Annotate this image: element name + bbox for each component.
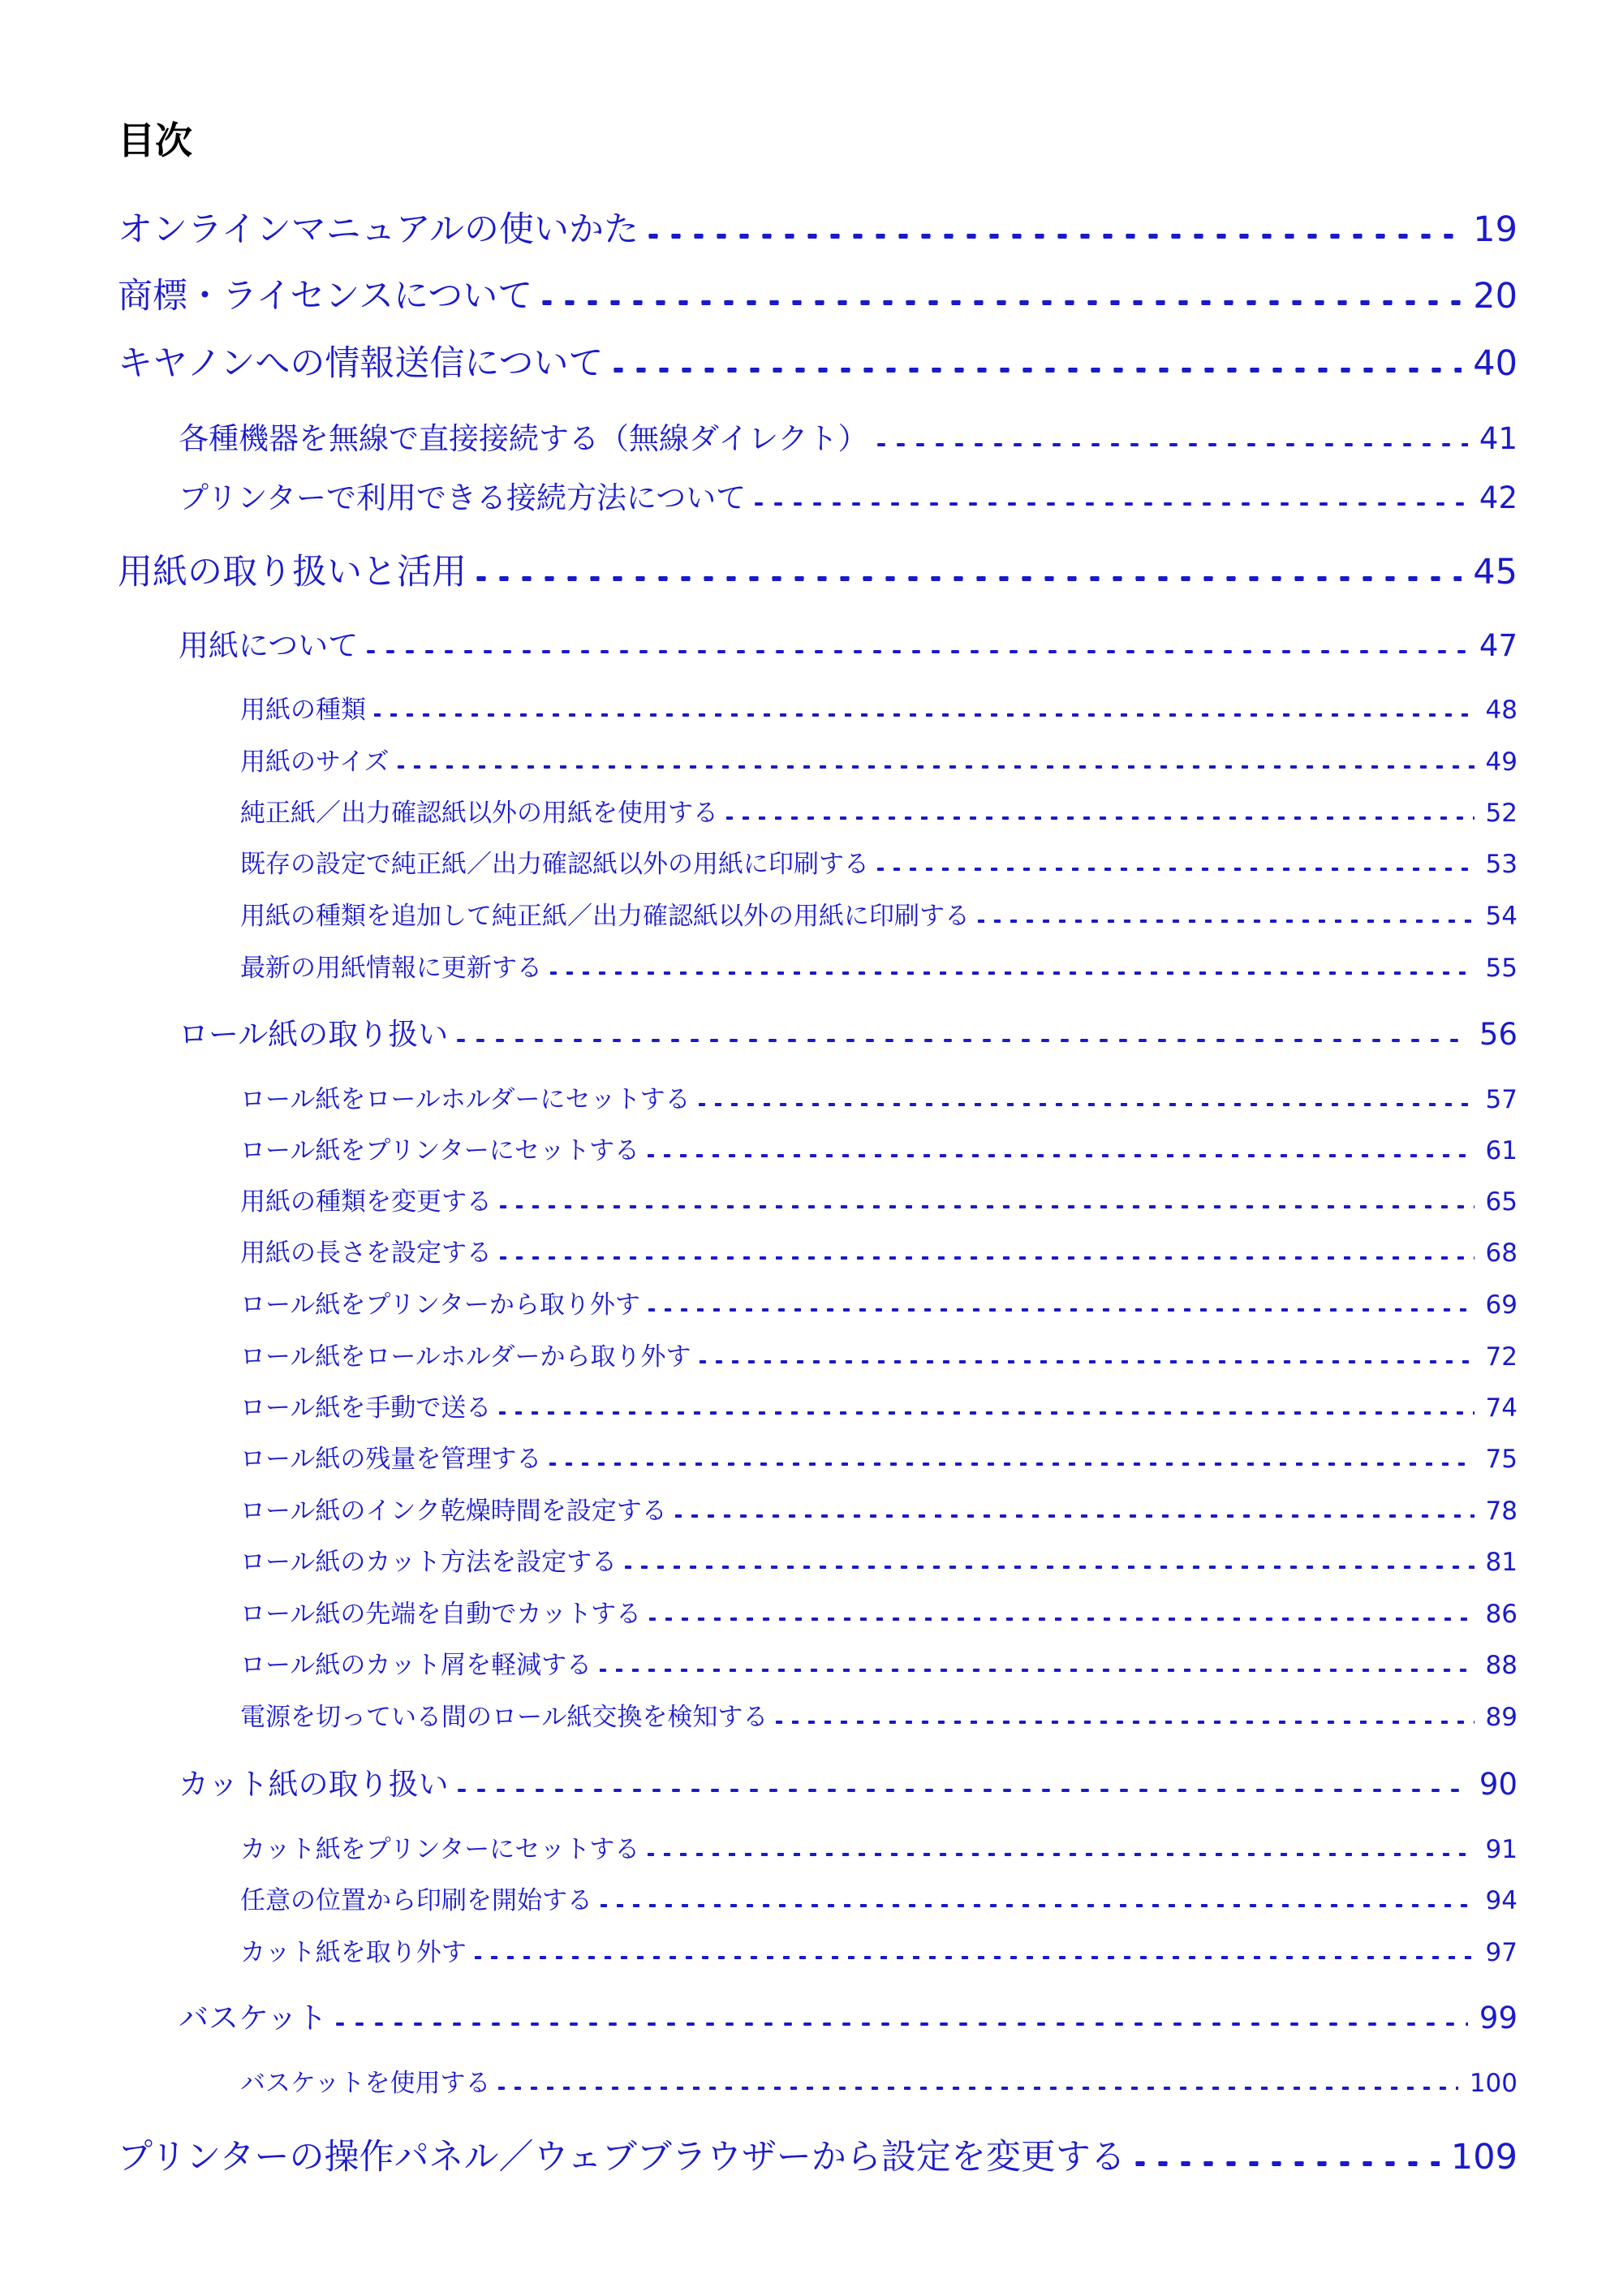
toc-entry-page-number: 72: [1485, 1342, 1518, 1372]
toc-entry-title: プリンターの操作パネル／ウェブブラウザーから設定を変更する: [118, 2137, 1126, 2178]
toc-entry-title: バスケット: [179, 2001, 328, 2035]
toc-entry-title: プリンターで利用できる接続方法について: [179, 480, 747, 515]
toc-entry-page-number: 20: [1473, 276, 1518, 317]
toc-entry[interactable]: [118, 336, 1518, 384]
toc-entry-page-number: 74: [1485, 1394, 1518, 1423]
dot-leader: [470, 1936, 1474, 1961]
toc-entry[interactable]: [240, 1829, 1518, 1864]
dot-leader: [545, 1442, 1474, 1467]
toc-entry[interactable]: [118, 545, 1518, 590]
toc-entry[interactable]: [240, 1932, 1518, 1967]
toc-entry[interactable]: [240, 2062, 1518, 2098]
toc-entry-page-number: 52: [1485, 799, 1518, 828]
dot-leader: [451, 1014, 1468, 1045]
toc-entry[interactable]: [240, 1644, 1518, 1680]
dot-leader: [470, 549, 1462, 584]
toc-entry[interactable]: [179, 1760, 1518, 1802]
toc-entry-title: ロール紙をロールホルダーにセットする: [240, 1085, 691, 1114]
toc-entry-title: ロール紙をプリンターにセットする: [240, 1136, 639, 1165]
toc-entry-title: 用紙の取り扱いと活用: [118, 552, 467, 592]
toc-entry[interactable]: [240, 1490, 1518, 1526]
dot-leader: [771, 1700, 1474, 1725]
toc-entry[interactable]: [179, 621, 1518, 663]
toc-entry[interactable]: [240, 1181, 1518, 1217]
toc-entry[interactable]: [240, 1232, 1518, 1268]
toc-entry[interactable]: [118, 202, 1518, 248]
toc-entry-page-number: 109: [1450, 2137, 1518, 2178]
toc-entry-page-number: 86: [1485, 1600, 1518, 1629]
toc-entry-title: 用紙の種類を追加して純正紙／出力確認紙以外の用紙に印刷する: [240, 902, 970, 931]
toc-entry[interactable]: [240, 843, 1518, 879]
dot-leader: [545, 951, 1474, 976]
toc-entry-page-number: 45: [1473, 552, 1518, 592]
toc-entry-title: 商標・ライセンスについて: [118, 276, 533, 317]
toc-entry-title: 用紙の長さを設定する: [240, 1238, 492, 1268]
dot-leader: [1129, 2134, 1440, 2169]
toc-entry-title: ロール紙をプリンターから取り外す: [240, 1290, 640, 1320]
toc-entry-page-number: 90: [1479, 1767, 1518, 1802]
toc-entry-page-number: 97: [1485, 1938, 1518, 1967]
dot-leader: [361, 626, 1468, 656]
toc-entry[interactable]: [118, 2130, 1518, 2178]
dot-leader: [643, 1134, 1474, 1159]
toc-entry[interactable]: [179, 1010, 1518, 1052]
toc-entry-page-number: 41: [1479, 421, 1518, 456]
toc-entry-page-number: 61: [1485, 1136, 1518, 1165]
toc-entry[interactable]: [240, 1284, 1518, 1320]
toc-heading: 目次: [118, 118, 192, 162]
toc-entry[interactable]: [240, 1336, 1518, 1372]
toc-entry-title: カット紙を取り外す: [240, 1938, 467, 1967]
toc-entry-title: 純正紙／出力確認紙以外の用紙を使用する: [240, 799, 718, 828]
dot-leader: [694, 1083, 1474, 1108]
toc-entry-page-number: 65: [1485, 1187, 1518, 1217]
toc-entry[interactable]: [240, 689, 1518, 725]
toc-entry-page-number: 53: [1485, 850, 1518, 879]
toc-entry-page-number: 99: [1479, 2001, 1518, 2035]
toc-entry-page-number: 47: [1479, 628, 1518, 663]
toc-entry-page-number: 94: [1485, 1886, 1518, 1915]
dot-leader: [872, 419, 1468, 449]
toc-entry-title: バスケットを使用する: [240, 2069, 491, 2098]
toc-entry-title: カット紙をプリンターにセットする: [240, 1835, 640, 1864]
dot-leader: [607, 340, 1462, 375]
toc-entry-title: ロール紙のインク乾燥時間を設定する: [240, 1497, 667, 1526]
dot-leader: [330, 1998, 1468, 2028]
toc-entry[interactable]: [240, 1387, 1518, 1423]
toc-entry-title: ロール紙のカット方法を設定する: [240, 1548, 618, 1577]
toc-entry-title: キヤノンへの情報送信について: [118, 343, 604, 384]
toc-entry-title: ロール紙の残量を管理する: [240, 1445, 542, 1474]
dot-leader: [495, 1185, 1474, 1210]
toc-entry-page-number: 49: [1485, 747, 1518, 777]
toc-entry-title: 用紙について: [179, 628, 359, 663]
toc-entry-page-number: 88: [1485, 1651, 1518, 1680]
dot-leader: [695, 1340, 1474, 1365]
toc-entry-title: ロール紙のカット屑を軽減する: [240, 1651, 592, 1680]
toc-entry-title: 用紙のサイズ: [240, 747, 390, 777]
toc-entry[interactable]: [240, 1541, 1518, 1577]
toc-entry[interactable]: [240, 1880, 1518, 1915]
toc-entry-title: カット紙の取り扱い: [179, 1767, 449, 1802]
toc-entry-page-number: 55: [1485, 954, 1518, 983]
dot-leader: [536, 273, 1462, 308]
toc-entry-page-number: 57: [1485, 1085, 1518, 1114]
toc-entry-title: 各種機器を無線で直接接続する（無線ダイレクト）: [179, 421, 868, 456]
toc-entry[interactable]: [240, 1438, 1518, 1474]
toc-entry[interactable]: [240, 1079, 1518, 1114]
dot-leader: [494, 1391, 1474, 1416]
toc-entry-title: 最新の用紙情報に更新する: [240, 954, 542, 983]
toc-entry-title: ロール紙を手動で送る: [240, 1394, 492, 1423]
toc-entry-title: オンラインマニュアルの使いかた: [118, 209, 639, 250]
dot-leader: [495, 1236, 1474, 1261]
dot-leader: [620, 1545, 1474, 1570]
toc-entry-page-number: 75: [1485, 1445, 1518, 1474]
toc-entry[interactable]: [240, 1130, 1518, 1165]
toc-entry[interactable]: [179, 473, 1518, 515]
toc-entry-title: 既存の設定で純正紙／出力確認紙以外の用紙に印刷する: [240, 850, 869, 879]
dot-leader: [644, 1597, 1474, 1622]
toc-entry[interactable]: [240, 1696, 1518, 1732]
toc-entry-title: 用紙の種類を変更する: [240, 1187, 492, 1217]
dot-leader: [644, 1288, 1474, 1313]
toc-entry[interactable]: [240, 792, 1518, 828]
dot-leader: [721, 796, 1474, 821]
toc-entry[interactable]: [179, 414, 1518, 456]
toc-entry-page-number: 69: [1485, 1290, 1518, 1320]
toc-entry-title: 電源を切っている間のロール紙交換を検知する: [240, 1703, 768, 1732]
dot-leader: [973, 899, 1474, 924]
toc-entry-title: 用紙の種類: [240, 696, 366, 725]
dot-leader: [642, 206, 1462, 241]
toc-entry-title: 任意の位置から印刷を開始する: [240, 1886, 592, 1915]
dot-leader: [670, 1494, 1474, 1519]
toc-entry-title: ロール紙の先端を自動でカットする: [240, 1600, 642, 1629]
toc-entry-page-number: 89: [1485, 1703, 1518, 1732]
toc-entry[interactable]: [240, 947, 1518, 983]
dot-leader: [872, 847, 1474, 872]
toc-entry-page-number: 40: [1473, 343, 1518, 384]
toc-entry[interactable]: [240, 741, 1518, 777]
toc-entry-title: ロール紙の取り扱い: [179, 1017, 449, 1052]
toc-entry[interactable]: [179, 1993, 1518, 2035]
toc-entry-page-number: 48: [1485, 696, 1518, 725]
toc-entry-page-number: 78: [1485, 1497, 1518, 1526]
dot-leader: [369, 693, 1474, 718]
toc-entry-page-number: 68: [1485, 1238, 1518, 1268]
dot-leader: [643, 1833, 1474, 1858]
toc-entry-page-number: 91: [1485, 1835, 1518, 1864]
toc-entry-page-number: 81: [1485, 1548, 1518, 1577]
toc-entry-title: ロール紙をロールホルダーから取り外す: [240, 1342, 691, 1372]
toc-entry-page-number: 100: [1469, 2069, 1518, 2098]
dot-leader: [452, 1764, 1468, 1794]
toc-entry[interactable]: [118, 269, 1518, 317]
dot-leader: [749, 478, 1468, 508]
dot-leader: [393, 745, 1474, 770]
toc-entry[interactable]: [240, 895, 1518, 931]
toc-entry[interactable]: [240, 1593, 1518, 1629]
dot-leader: [595, 1648, 1474, 1674]
toc-entry-page-number: 54: [1485, 902, 1518, 931]
toc-entry-page-number: 56: [1479, 1017, 1518, 1052]
toc-entry-page-number: 42: [1479, 480, 1518, 515]
dot-leader: [493, 2066, 1457, 2091]
dot-leader: [596, 1884, 1474, 1909]
toc-entry-page-number: 19: [1473, 209, 1518, 250]
